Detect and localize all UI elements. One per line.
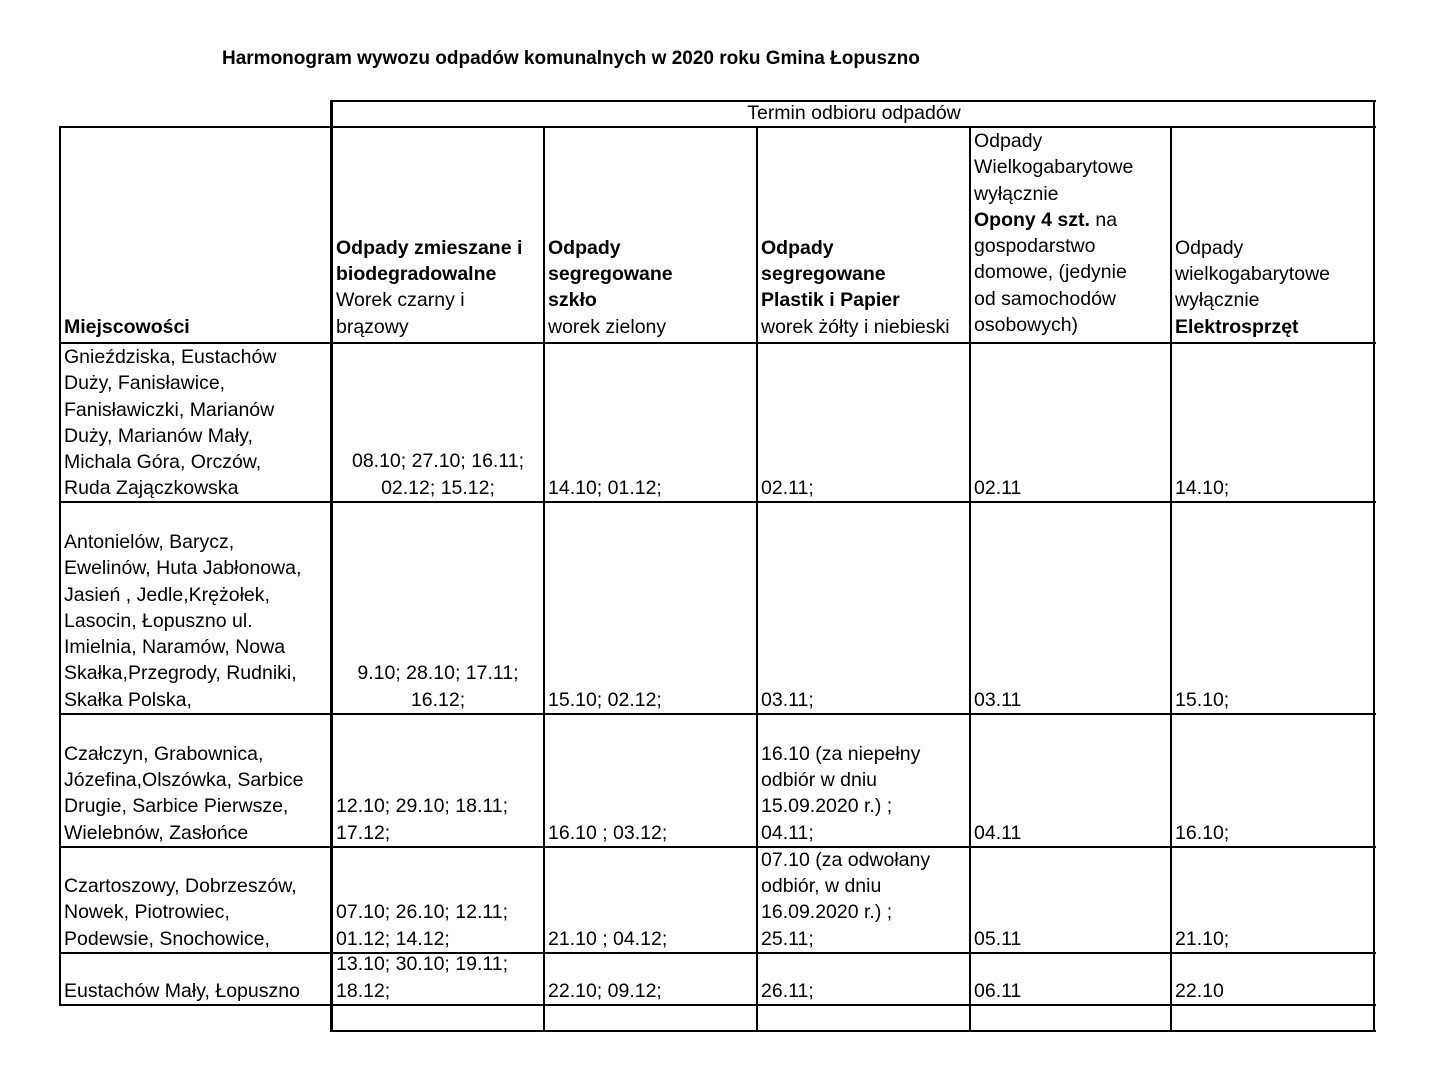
header-bulky-electro xyxy=(1172,128,1373,340)
row-1-mixed: 9.10; 28.10; 17.11; 16.12; xyxy=(357,662,519,711)
row-1-plastic: 03.11; xyxy=(761,688,814,711)
header-tires-bold: Opony 4 szt. xyxy=(974,208,1090,231)
header-tires-pre: Odpady Wielkogabarytowe wyłącznie xyxy=(974,130,1134,205)
header-mixed-normal: Worek czarny i brązowy xyxy=(336,289,465,338)
row-2-plastic: 16.10 (za niepełny odbiór w dniu 15.09.2020 r.) ; 04.11; xyxy=(761,742,921,844)
header-glass-normal: worek zielony xyxy=(548,315,667,338)
header-plastic xyxy=(758,128,969,340)
row-2-electro: 16.10; xyxy=(1175,821,1230,844)
header-electro-bold: Elektrosprzęt xyxy=(1175,315,1299,338)
row-2-glass: 16.10 ; 03.12; xyxy=(548,821,668,844)
row-4-mixed: 13.10; 30.10; 19.11; 18.12; xyxy=(336,953,509,1002)
header-mixed-bold: Odpady zmieszane i biodegradowalne xyxy=(336,236,523,286)
group-header: Termin odbioru odpadów xyxy=(747,102,961,124)
row-2-tires: 04.11 xyxy=(974,821,1022,844)
row-2-places: Czałczyn, Grabownica, Józefina,Olszówka, Sarbice Drugie, Sarbice Pierwsze, Wielebnów, Zasłońce xyxy=(64,742,304,844)
row-4-tires: 06.11 xyxy=(974,979,1022,1002)
header-places-label: Miejscowości xyxy=(64,315,190,338)
header-plastic-normal: worek żółty i niebieski xyxy=(761,315,950,338)
row-0-tires: 02.11 xyxy=(974,476,1022,499)
row-1-places: Antonielów, Barycz, Ewelinów, Huta Jabłonowa, Jasień , Jedle,Krężołek, Lasocin, Łopuszno ul. Imielnia, Naramów, Nowa Skałka,Przegrody, Rudniki, Skałka Polska, xyxy=(64,530,302,711)
row-4-plastic: 26.11; xyxy=(761,979,814,1002)
header-glass xyxy=(545,128,756,340)
row-4-electro: 22.10 xyxy=(1175,979,1224,1002)
row-3-tires: 05.11 xyxy=(974,927,1022,950)
row-4-glass: 22.10; 09.12; xyxy=(548,979,662,1002)
row-3-plastic: 07.10 (za odwołany odbiór, w dniu 16.09.2020 r.) ; 25.11; xyxy=(761,848,931,950)
header-electro-normal: Odpady wielkogabarytowe wyłącznie xyxy=(1175,236,1331,312)
header-bulky-tires xyxy=(971,128,1170,340)
row-0-glass: 14.10; 01.12; xyxy=(548,476,662,499)
row-4-places: Eustachów Mały, Łopuszno xyxy=(64,979,300,1002)
header-tires-post: na gospodarstwo domowe, (jedynie od samochodów osobowych) xyxy=(974,208,1127,337)
row-1-tires: 03.11 xyxy=(974,688,1022,711)
row-0-mixed: 08.10; 27.10; 16.11; 02.12; 15.12; xyxy=(351,450,525,499)
row-3-places: Czartoszowy, Dobrzeszów, Nowek, Piotrowiec, Podewsie, Snochowice, xyxy=(64,875,297,950)
header-glass-bold: Odpady segregowane szkło xyxy=(548,236,673,312)
page-title: Harmonogram wywozu odpadów komunalnych w 2020 roku Gmina Łopuszno xyxy=(222,48,920,69)
row-3-mixed: 07.10; 26.10; 12.11; 01.12; 14.12; xyxy=(336,901,509,950)
header-mixed xyxy=(333,128,543,340)
row-0-places: Gnieździska, Eustachów Duży, Fanisławice, Fanisławiczki, Marianów Duży, Marianów Mały, Michala Góra, Orczów, Ruda Zajączkowska xyxy=(64,346,277,500)
row-2-mixed: 12.10; 29.10; 18.11; 17.12; xyxy=(336,795,509,844)
row-0-plastic: 02.11; xyxy=(761,476,814,499)
row-3-glass: 21.10 ; 04.12; xyxy=(548,927,668,950)
row-1-electro: 15.10; xyxy=(1175,688,1230,711)
row-0-electro: 14.10; xyxy=(1175,476,1230,499)
row-3-electro: 21.10; xyxy=(1175,927,1230,950)
row-1-glass: 15.10; 02.12; xyxy=(548,688,662,711)
header-plastic-bold: Odpady segregowane Plastik i Papier xyxy=(761,236,900,312)
header-places xyxy=(61,128,331,340)
